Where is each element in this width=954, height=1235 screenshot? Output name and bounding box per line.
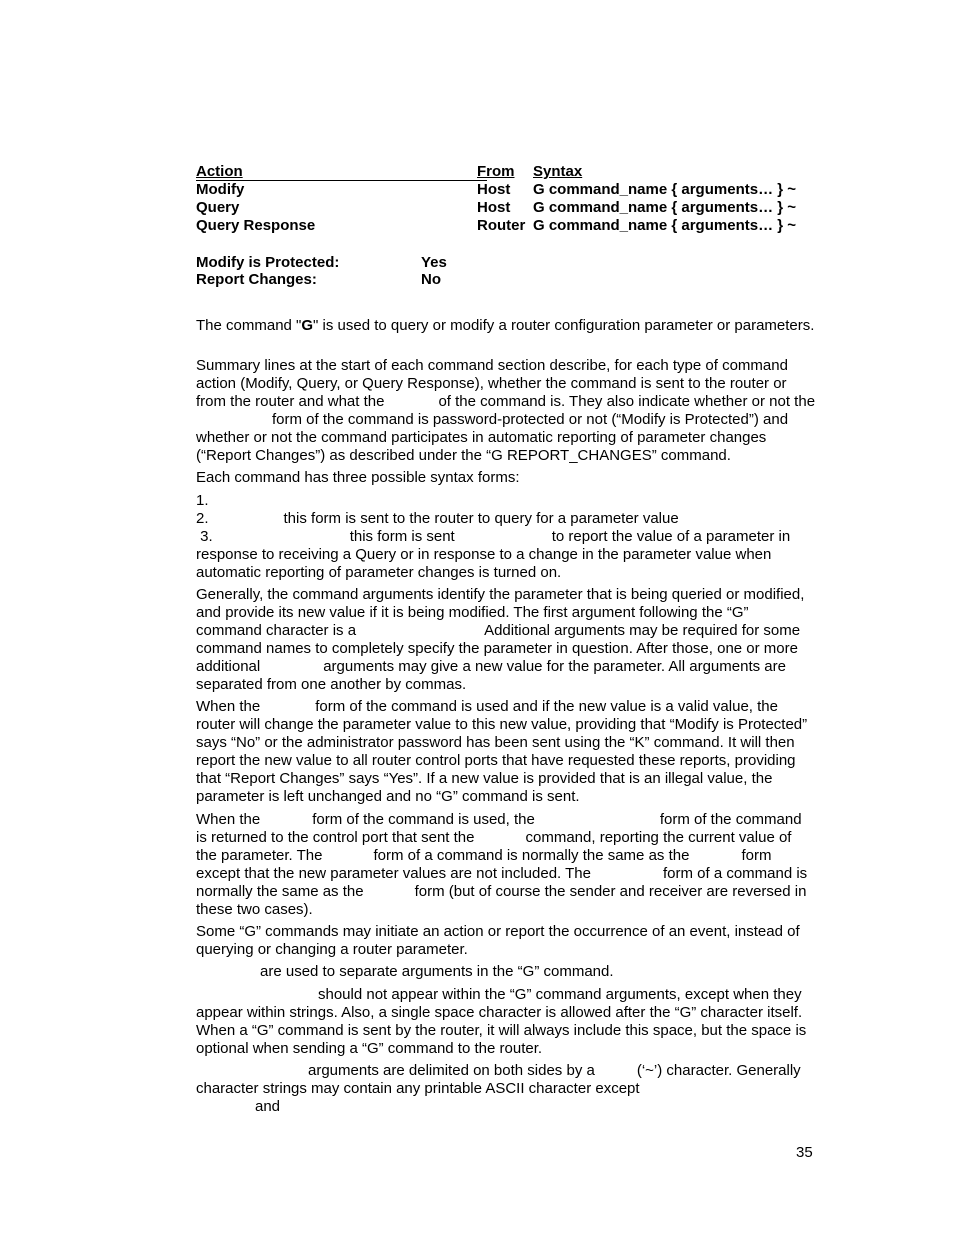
row-action: Query Response <box>196 217 316 234</box>
paragraph-summary-lines: Summary lines at the start of each command section describe, for each type of command action (Modify, Query, or Query Response), whether the command is sent to the router or from the router and what the of the command is. They also indicate whether or not theform of the command is password-protected or not (“Modify is Protected”) and whether or not the command participates in automatic reporting of parameter changes (“Report Changes”) as described under the “G REPORT_CHANGES” command. <box>196 357 816 464</box>
list-item: 3. this form is sent to report the value of a parameter in response to receiving a Query or in response to a change in the parameter value when automatic reporting of parameter changes is turned on. <box>196 528 791 581</box>
row-from: Host <box>477 199 511 216</box>
flag-label: Report Changes: <box>196 271 317 288</box>
list-item: 1. <box>196 492 209 509</box>
paragraph-events: Some “G” commands may initiate an action or report the occurrence of an event, instead of querying or changing a router parameter. <box>196 923 800 958</box>
command-summary-table <box>196 163 816 235</box>
flag-report-changes <box>196 271 496 288</box>
flag-value: No <box>421 271 441 288</box>
paragraph-intro: The command "G" is used to query or modify a router configuration parameter or parameters. <box>196 317 815 334</box>
paragraph-query-form: When the form of the command is used, the form of the command is returned to the control port that sent the command, reporting the current value of the parameter. The form of a command is normally the same as the form except that the new parameter values are not included. The form of a command is normally the same as the form (but of course the sender and receiver are reversed in these two cases). <box>196 811 808 918</box>
flag-modify-protected <box>196 254 496 271</box>
column-header-from: From <box>477 163 515 180</box>
table-row <box>196 217 816 235</box>
list-item: 2. this form is sent to the router to query for a parameter value <box>196 510 679 527</box>
row-action: Query <box>196 199 240 216</box>
table-row <box>196 199 816 217</box>
paragraph-strings: arguments are delimited on both sides by a (‘~’) character. Generally character strings may contain any printable ASCII character except and <box>196 1062 801 1115</box>
syntax-form-list <box>196 492 816 582</box>
row-from: Host <box>477 181 511 198</box>
page-number: 35 <box>796 1144 813 1161</box>
flag-value: Yes <box>421 254 447 271</box>
paragraph-syntax-forms: Each command has three possible syntax forms: <box>196 469 520 486</box>
row-syntax: G command_name { arguments… } ~ <box>533 181 796 198</box>
paragraph-modify-form: When the form of the command is used and if the new value is a valid value, the router will change the parameter value to this new value, providing that “Modify is Protected” says “No” or the administrator password has been sent using the “K” command. It will then report the new value to all router control ports that have requested these reports, providing that “Report Changes” says “Yes”. If a new value is provided that is an illegal value, the parameter is left unchanged and no “G” command is sent. <box>196 698 808 805</box>
row-syntax: G command_name { arguments… } ~ <box>533 217 796 234</box>
paragraph-arguments: Generally, the command arguments identify the parameter that is being queried or modified, and provide its new value if it is being modified. The first argument following the “G” command character is a Additional arguments may be required for some command names to completely specify the parameter in question. After those, one or more additional arguments may give a new value for the parameter. All arguments are separated from one another by commas. <box>196 586 805 693</box>
flag-label: Modify is Protected: <box>196 254 340 271</box>
paragraph-separators: are used to separate arguments in the “G” command. <box>260 963 614 980</box>
row-from: Router <box>477 217 526 234</box>
paragraph-spaces: should not appear within the “G” command arguments, except when they appear within strings. Also, a single space character is allowed after the “G” character itself. When a “G” command is sent by the router, it will always include this space, but the space is optional when sending a “G” command to the router. <box>196 986 807 1057</box>
row-action: Modify <box>196 181 245 198</box>
command-letter: G <box>301 317 314 334</box>
column-header-action: Action <box>196 163 243 180</box>
row-syntax: G command_name { arguments… } ~ <box>533 199 796 216</box>
column-header-syntax: Syntax <box>533 163 583 180</box>
table-row <box>196 181 816 199</box>
command-flags <box>196 254 496 288</box>
table-header-row <box>196 163 816 181</box>
